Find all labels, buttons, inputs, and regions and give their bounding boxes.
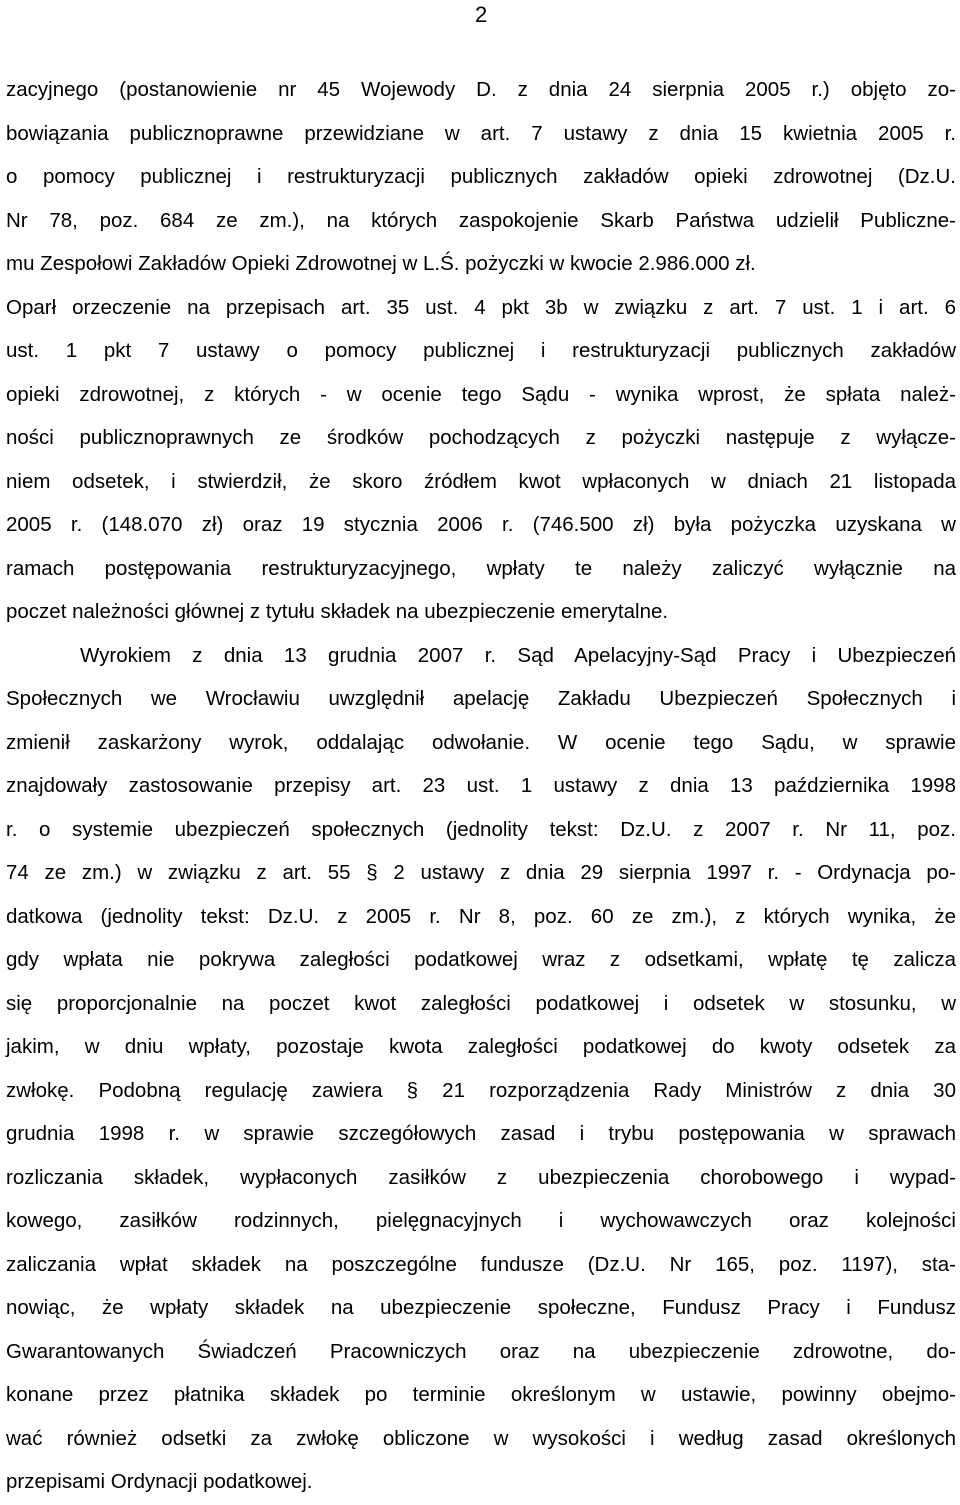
text-line: Społecznych we Wrocławiu uwzględnił apelację Zakładu Ubezpieczeń Społecznych i <box>6 687 956 710</box>
text-line: bowiązania publicznoprawne przewidziane w art. 7 ustawy z dnia 15 kwietnia 2005 r. <box>6 121 956 145</box>
text-line: r. o systemie ubezpieczeń społecznych (jednolity tekst: Dz.U. z 2007 r. Nr 11, poz. <box>6 817 956 841</box>
text-line: poczet należności głównej z tytułu składek na ubezpieczenie emerytalne. <box>6 600 669 623</box>
text-line: przepisami Ordynacji podatkowej. <box>6 1470 313 1493</box>
text-line: zwłokę. Podobną regulację zawiera § 21 rozporządzenia Rady Ministrów z dnia 30 <box>6 1078 956 1102</box>
text-line: datkowa (jednolity tekst: Dz.U. z 2005 r. Nr 8, poz. 60 ze zm.), z których wynika, że <box>6 904 956 928</box>
text-line: jakim, w dniu wpłaty, pozostaje kwota zaległości podatkowej do kwoty odsetek za <box>6 1035 956 1058</box>
text-line: grudnia 1998 r. w sprawie szczegółowych zasad i trybu postępowania w sprawach <box>6 1122 956 1145</box>
text-line: Wyrokiem z dnia 13 grudnia 2007 r. Sąd Apelacyjny-Sąd Pracy i Ubezpieczeń <box>80 643 956 667</box>
text-line: 74 ze zm.) w związku z art. 55 § 2 ustawy z dnia 29 sierpnia 1997 r. - Ordynacja po- <box>6 861 956 884</box>
document-body <box>6 68 956 1504</box>
text-line: nowiąc, że wpłaty składek na ubezpieczenie społeczne, Fundusz Pracy i Fundusz <box>6 1296 956 1319</box>
text-line: Nr 78, poz. 684 ze zm.), na których zaspokojenie Skarb Państwa udzielił Publiczne- <box>6 208 956 232</box>
text-line: zmienił zaskarżony wyrok, oddalając odwołanie. W ocenie tego Sądu, w sprawie <box>6 730 956 754</box>
text-line: ramach postępowania restrukturyzacyjnego, wpłaty te należy zaliczyć wyłącznie na <box>6 556 956 580</box>
page-number: 2 <box>475 2 488 27</box>
text-line: ust. 1 pkt 7 ustawy o pomocy publicznej i restrukturyzacji publicznych zakładów <box>6 339 956 362</box>
text-line: zaliczania wpłat składek na poszczególne fundusze (Dz.U. Nr 165, poz. 1197), sta- <box>6 1252 956 1276</box>
text-line: ności publicznoprawnych ze środków pochodzących z pożyczki następuje z wyłącze- <box>6 426 956 449</box>
text-line: kowego, zasiłków rodzinnych, pielęgnacyjnych i wychowawczych oraz kolejności <box>6 1209 956 1232</box>
text-line: wać również odsetki za zwłokę obliczone w wysokości i według zasad określonych <box>6 1426 956 1450</box>
text-line: 2005 r. (148.070 zł) oraz 19 stycznia 2006 r. (746.500 zł) była pożyczka uzyskana w <box>6 513 956 536</box>
text-line: się proporcjonalnie na poczet kwot zaległości podatkowej i odsetek w stosunku, w <box>6 991 956 1015</box>
text-line: mu Zespołowi Zakładów Opieki Zdrowotnej w L.Ś. pożyczki w kwocie 2.986.000 zł. <box>6 252 756 275</box>
text-line: znajdowały zastosowanie przepisy art. 23 ust. 1 ustawy z dnia 13 października 1998 <box>6 774 956 797</box>
text-line: konane przez płatnika składek po terminie określonym w ustawie, powinny obejmo- <box>6 1383 956 1406</box>
text-line: o pomocy publicznej i restrukturyzacji publicznych zakładów opieki zdrowotnej (Dz.U. <box>6 165 956 188</box>
text-line: rozliczania składek, wypłaconych zasiłków z ubezpieczenia chorobowego i wypad- <box>6 1165 956 1189</box>
text-line: Gwarantowanych Świadczeń Pracowniczych oraz na ubezpieczenie zdrowotne, do- <box>6 1339 956 1363</box>
text-line: Oparł orzeczenie na przepisach art. 35 ust. 4 pkt 3b w związku z art. 7 ust. 1 i art. 6 <box>6 295 956 319</box>
text-line: zacyjnego (postanowienie nr 45 Wojewody D. z dnia 24 sierpnia 2005 r.) objęto zo- <box>6 78 956 101</box>
text-line: niem odsetek, i stwierdził, że skoro źródłem kwot wpłaconych w dniach 21 listopada <box>6 469 956 493</box>
text-line: opieki zdrowotnej, z których - w ocenie tego Sądu - wynika wprost, że spłata należ- <box>6 382 956 406</box>
text-line: gdy wpłata nie pokrywa zaległości podatkowej wraz z odsetkami, wpłatę tę zalicza <box>6 948 956 971</box>
